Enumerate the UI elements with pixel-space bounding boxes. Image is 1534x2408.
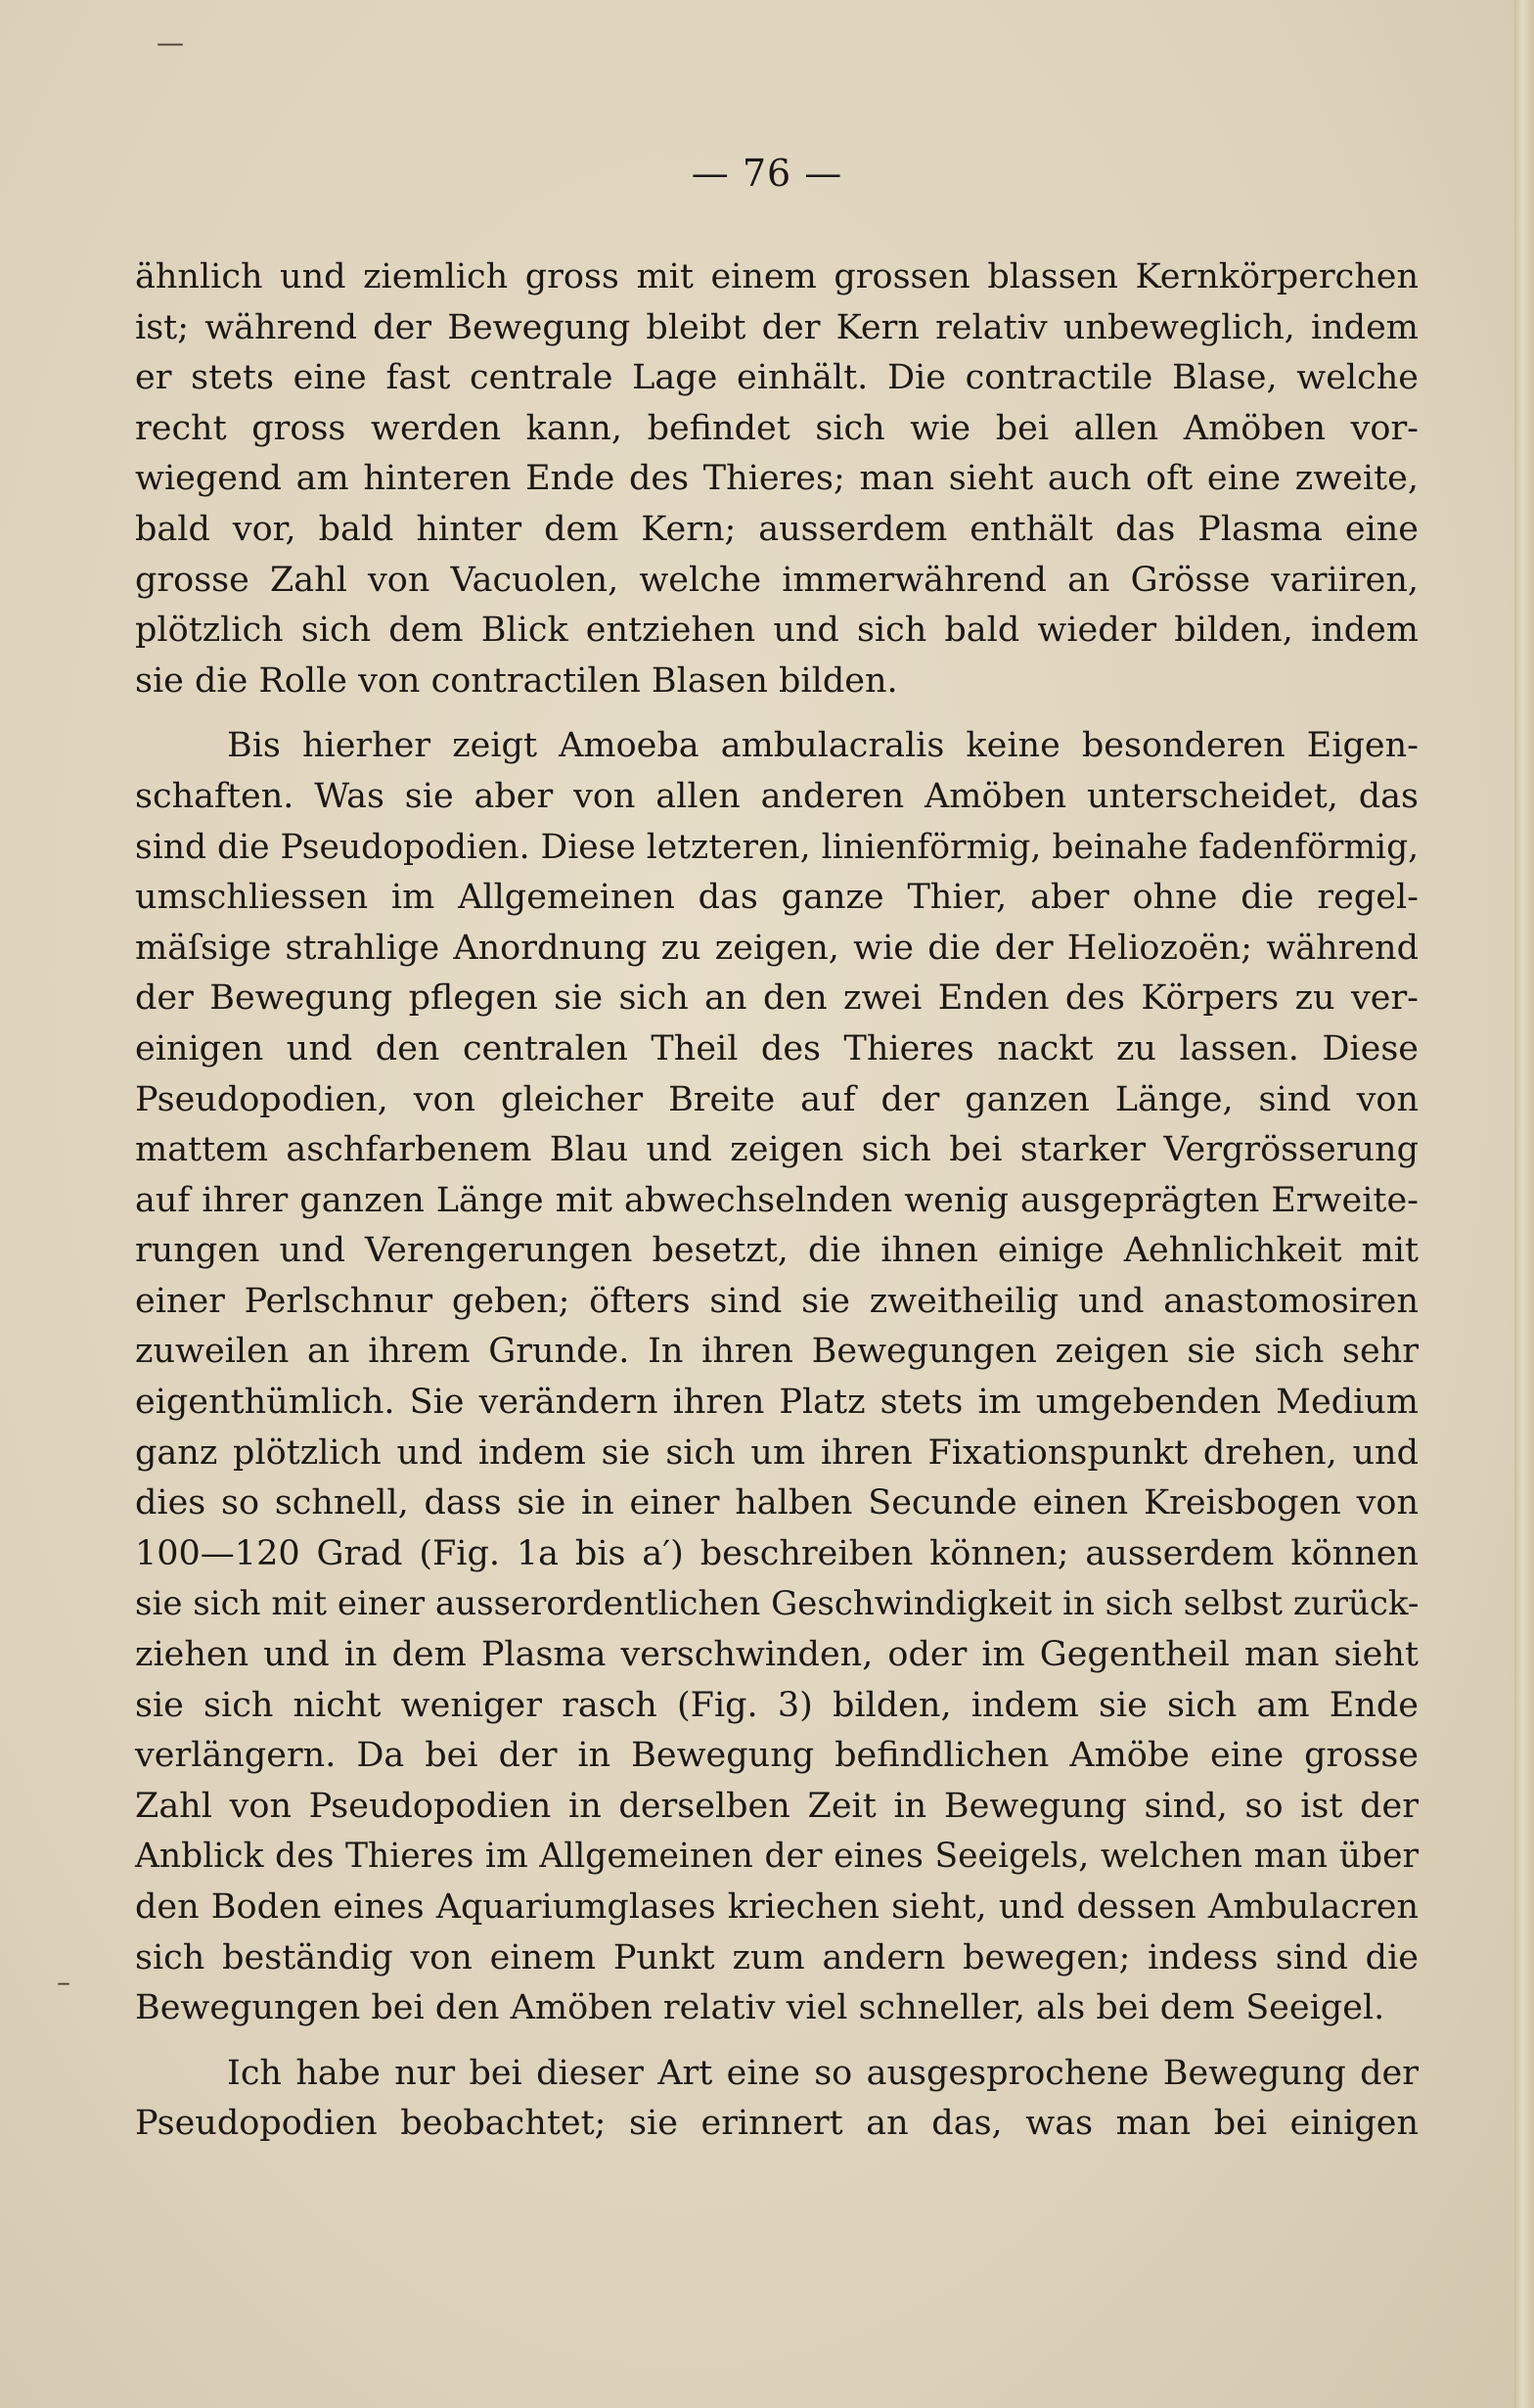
text-line: zuweilen an ihrem Grunde. In ihren Bewegungen zeigen sie sich sehr xyxy=(135,1332,1419,1372)
text-line: sie die Rolle von contractilen Blasen bilden. xyxy=(135,660,898,701)
paragraph-2 xyxy=(135,721,1419,2033)
body-text xyxy=(135,252,1419,2150)
text-line: 100—120 Grad (Fig. 1a bis a′) beschreiben können; ausserdem können xyxy=(135,1533,1419,1573)
text-line: ziehen und in dem Plasma verschwinden, oder im Gegentheil man sieht xyxy=(135,1635,1419,1675)
text-line: umschliessen im Allgemeinen das ganze Thier, aber ohne die regel- xyxy=(135,878,1419,918)
text-line: den Boden eines Aquariumglases kriechen sieht, und dessen Ambulacren xyxy=(135,1887,1419,1927)
text-line: ähnlich und ziemlich gross mit einem grossen blassen Kernkörperchen xyxy=(135,257,1419,296)
text-line: einer Perlschnur geben; öfters sind sie zweitheilig und anastomosiren xyxy=(135,1281,1419,1321)
margin-dash-top: — xyxy=(157,26,184,59)
text-line: auf ihrer ganzen Länge mit abwechselnden wenig ausgeprägten Erweite- xyxy=(135,1180,1419,1220)
text-line: eigenthümlich. Sie verändern ihren Platz stets im umgebenden Medium xyxy=(135,1383,1419,1423)
paragraph-3 xyxy=(135,2049,1419,2150)
text-line: Pseudopodien, von gleicher Breite auf der ganzen Länge, sind von xyxy=(135,1079,1419,1119)
paragraph-1 xyxy=(135,252,1419,706)
text-line: ganz plötzlich und indem sie sich um ihren Fixationspunkt drehen, und xyxy=(135,1432,1419,1473)
text-line: recht gross werden kann, befindet sich wie bei allen Amöben vor- xyxy=(135,408,1419,448)
text-line: rungen und Verengerungen besetzt, die ihnen einige Aehnlichkeit mit xyxy=(135,1231,1419,1271)
page-number: — 76 — xyxy=(691,152,843,195)
text-line: der Bewegung pflegen sie sich an den zwei Enden des Körpers zu ver- xyxy=(135,978,1419,1019)
text-line: er stets eine fast centrale Lage einhält. Die contractile Blase, welche xyxy=(135,358,1419,398)
paragraph-gap xyxy=(135,2034,1419,2049)
text-line: schaften. Was sie aber von allen anderen Amöben unterscheidet, das xyxy=(135,776,1419,816)
text-line: sich beständig von einem Punkt zum andern bewegen; indess sind die xyxy=(135,1937,1419,1977)
text-line: bald vor, bald hinter dem Kern; ausserdem enthält das Plasma eine xyxy=(135,509,1419,549)
paragraph-gap xyxy=(135,706,1419,721)
page-edge xyxy=(1514,0,1534,2408)
text-line: Pseudopodien beobachtet; sie erinnert an das, was man bei einigen xyxy=(135,2104,1419,2144)
margin-dash-left: – xyxy=(57,1966,70,1998)
text-line: Ich habe nur bei dieser Art eine so ausgesprochene Bewegung der xyxy=(227,2053,1419,2093)
text-line: mattem aschfarbenem Blau und zeigen sich bei starker Vergrösserung xyxy=(135,1130,1419,1170)
text-line: Bis hierher zeigt Amoeba ambulacralis keine besonderen Eigen- xyxy=(227,726,1419,766)
text-line: plötzlich sich dem Blick entziehen und sich bald wieder bilden, indem xyxy=(135,611,1419,651)
text-line: ist; während der Bewegung bleibt der Kern relativ unbeweglich, indem xyxy=(135,307,1419,347)
text-line: Zahl von Pseudopodien in derselben Zeit in Bewegung sind, so ist der xyxy=(135,1786,1419,1826)
text-line: sind die Pseudopodien. Diese letzteren, linienförmig, beinahe fadenförmig, xyxy=(135,827,1420,867)
text-line: sie sich mit einer ausserordentlichen Geschwindigkeit in sich selbst zurück- xyxy=(135,1584,1420,1624)
text-line: Bewegungen bei den Amöben relativ viel schneller, als bei dem Seeigel. xyxy=(135,1988,1385,2028)
text-line: einigen und den centralen Theil des Thieres nackt zu lassen. Diese xyxy=(135,1028,1419,1068)
text-line: grosse Zahl von Vacuolen, welche immerwährend an Grösse variiren, xyxy=(135,560,1419,600)
text-line: verlängern. Da bei der in Bewegung befindlichen Amöbe eine grosse xyxy=(135,1736,1419,1776)
text-line: Anblick des Thieres im Allgemeinen der eines Seeigels, welchen man über xyxy=(135,1837,1419,1877)
text-line: mäſsige strahlige Anordnung zu zeigen, wie die der Heliozoën; während xyxy=(135,928,1419,968)
text-line: sie sich nicht weniger rasch (Fig. 3) bilden, indem sie sich am Ende xyxy=(135,1685,1419,1725)
text-line: dies so schnell, dass sie in einer halben Secunde einen Kreisbogen von xyxy=(135,1483,1419,1523)
text-line: wiegend am hinteren Ende des Thieres; man sieht auch oft eine zweite, xyxy=(135,459,1419,499)
